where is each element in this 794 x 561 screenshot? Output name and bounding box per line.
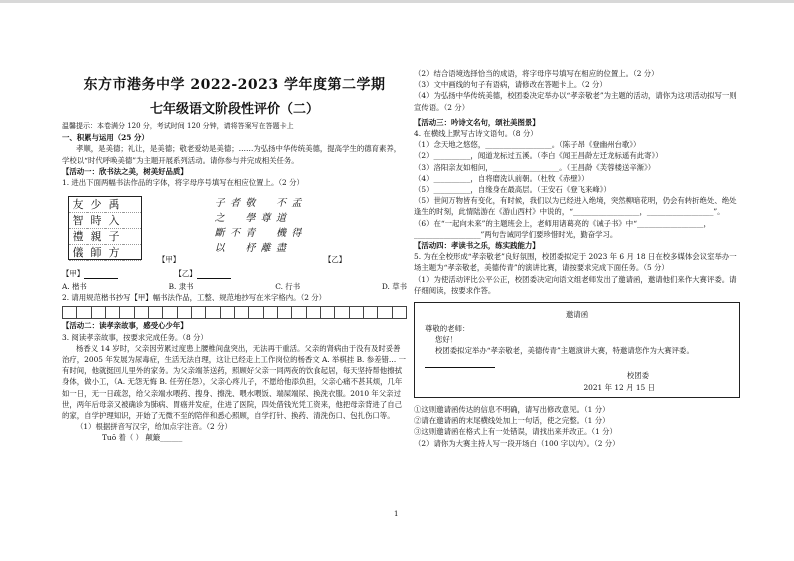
glyph: 禹 (105, 197, 123, 213)
calligraphy-yi (212, 198, 304, 258)
left-column (62, 66, 407, 444)
glyph (123, 229, 141, 245)
letter-title: 邀请函 (565, 310, 589, 320)
intro-paragraph: 孝顺，是美德；礼让，是美德；敬老爱幼是美德；……为弘扬中华传统美德，提高学生的德育素养，学校以“时代呼唤美德”为主题开展系列活动。请你参与并完成相关任务。 (62, 144, 402, 165)
glyph (123, 245, 141, 261)
option-d: D. 草书 (381, 282, 407, 292)
glyph: 不 (275, 198, 286, 210)
glyph: 師 (87, 245, 105, 261)
glyph (123, 213, 141, 229)
blank-label: 【乙】 (174, 269, 197, 279)
page-number: 1 (394, 510, 399, 518)
question-5-1: （1）为使活动评比公平公正，校团委决定向语文组老师发出了邀请函，邀请他们来作大赛评委。请仔细阅读，按要求作答。 (414, 274, 737, 295)
section-heading: 一、积累与运用（25 分） (62, 133, 149, 143)
glyph: 入 (105, 213, 123, 229)
poem-line-2: （2）__________，闻道龙标过五溪。（李白《闻王昌龄左迁龙标遥有此寄》） (414, 151, 663, 161)
question-3: 3. 阅读孝亲故事，按要求完成任务。（8 分） (62, 332, 208, 342)
question-3-3: （3）文中画线的句子有语病，请修改在答题卡上。（2 分） (414, 80, 607, 90)
glyph: 以 (214, 243, 225, 255)
glyph (258, 228, 273, 243)
writing-grid[interactable] (62, 306, 407, 318)
glyph: 青 (245, 228, 256, 240)
invitation-letter (414, 302, 740, 398)
question-3-2: （2）结合语境选择恰当的成语，将字母序号填写在相应的位置上。（2 分） (414, 69, 659, 78)
question-1: 1. 进出下面两幅书法作品的字体，将字母序号填写在相应位置上。（2 分） (62, 178, 304, 188)
glyph: 道 (275, 213, 286, 225)
calligraphy-jia (68, 196, 142, 260)
glyph: 禮 (69, 229, 87, 245)
glyph: 得 (291, 228, 302, 240)
answer-blanks (62, 268, 407, 279)
poem-line-3: （3）洛阳亲友如相问，__________________。（王昌龄《芙蓉楼送辛渐》） (414, 162, 656, 172)
answer-line[interactable] (197, 270, 231, 279)
letter-date: 2021 年 12 月 15 日 (583, 383, 655, 393)
glyph: 時 (87, 213, 105, 229)
blank-jia[interactable] (62, 268, 118, 279)
glyph (289, 243, 304, 258)
question-4: 4. 在横线上默写古诗文语句。（8 分） (414, 129, 538, 139)
glyph: 友 (69, 197, 87, 213)
task-1: ①这则邀请函传达的信息不明确，请写出修改意见。（1 分） (414, 405, 610, 415)
letter-body: 校团委拟定举办“孝亲敬老，美德传青”主题演讲大赛，特邀请您作为大赛评委。 (435, 346, 694, 356)
letter-greet: 您好！ (435, 335, 458, 345)
question-2: 2. 请用规范楷书抄写【甲】幅书法作品，工整、规范地抄写在米字格内。（2 分） (62, 293, 327, 303)
glyph: 者 (229, 198, 240, 210)
glyph: 學 (245, 213, 256, 225)
answer-line[interactable] (84, 270, 118, 279)
question-3-4: （4）为弘扬中华传统美德，校团委决定举办以“孝亲敬老”为主题的活动，请你为这项活动拟写一则宣传语。（2 分） (414, 91, 737, 112)
poem-line-4: （4）__________，自将磨洗认前朝。（杜牧《赤壁》） (414, 173, 589, 183)
glyph: 子 (105, 229, 123, 245)
letter-blank[interactable] (425, 357, 729, 368)
glyph: 親 (87, 229, 105, 245)
glyph: 盡 (275, 243, 286, 255)
activity-heading-2: 【活动二：读孝亲故事，感受心少年】 (62, 321, 188, 331)
blank-yi[interactable] (175, 268, 231, 279)
activity-heading-3: 【活动三：吟诗文名句，颂社美图景】 (414, 117, 540, 127)
hint-text: 温馨提示：本卷满分 120 分，考试时间 120 分钟，请将答案写在答题卡上 (62, 122, 294, 130)
glyph: 不 (229, 228, 240, 240)
question-5: 5. 为在全校形成“孝亲敬老”良好氛围，校团委拟定于 2023 年 6 月 18 日在校多媒体会议室举办一场主题为“孝亲敬老，美德传青”的演讲比赛，请按要求完成下面任务。（5 分） (414, 252, 737, 273)
calligraphy-samples (62, 192, 407, 266)
glyph: 孟 (291, 198, 302, 210)
letter-salute: 尊敬的老师： (425, 324, 470, 334)
poem-line-7: （6）在“一起向未来”的主题班会上，老师用诸葛亮的《诫子书》中“__________________，__________________”两句告诫同学们要珍惜时光，勤奋学习。 (414, 218, 711, 239)
glyph: 之 (214, 213, 225, 225)
activity-heading-1: 【活动一：欣书法之美，树美好品质】 (62, 166, 188, 176)
poem-line-5: （5）__________，自缘身在最高层。（王安石《登飞来峰》） (414, 185, 611, 195)
blank-label: 【甲】 (62, 269, 85, 279)
glyph (227, 213, 242, 228)
glyph (227, 243, 242, 258)
glyph: 機 (275, 228, 286, 240)
option-c: C. 行书 (275, 282, 301, 292)
glyph: 離 (260, 243, 271, 255)
glyph: 智 (69, 213, 87, 229)
scan-edge (0, 0, 794, 3)
exam-title: 东方市港务中学 2022-2023 学年度第二学期 (83, 77, 386, 93)
exam-subtitle: 七年级语文阶段性评价（二） (149, 102, 319, 117)
glyph (123, 197, 141, 213)
glyph: 少 (87, 197, 105, 213)
glyph: 斷 (214, 228, 225, 240)
option-a: A. 楷书 (62, 282, 87, 292)
option-b: B. 隶书 (168, 282, 194, 292)
story-paragraph: 杨香义 14 岁时，父亲因劳累过度患上腰椎间盘突出，无法再干重活。父亲的肾病由于没有及时妥善治疗，2005 年发展为尿毒症，生活无法自理，这让已经走上工作岗位的杨香文 A. 举棋挂 B. 参差错… 一有时间，他就挺回儿里外的家务。为父亲端茶送药，照顾好父亲一同两夜的饮食起居，每天坚持帮他擦拭身体，做小工，（A. 无怨无悔 B. 任劳任怨），父亲心疼儿子，不愿给他添负担，父亲心痛不甚其烦，几年如一日，无一日疏忽，给父亲端水喂药、搜身、擦洗、喂水喂饭、端屎端尿、换洗衣服。2010 年父亲过世，两年后母亲又被确诊为肺病、胃癌并发症，住进了医院，四处借钱光凭工资来，他把母亲背进了自己的家，自学护理知识，开始了无微不至的陪伴和悉心照顾，自学打针、换药、清洗伤口、包扎伤口等。 (62, 343, 407, 421)
poem-line-1: （1）念天地之悠悠，__________________。（陈子昂《登幽州台歌》） (414, 140, 641, 150)
glyph (289, 213, 304, 228)
glyph: 子 (214, 198, 225, 210)
glyph: 儀 (69, 245, 87, 261)
glyph: 尊 (260, 213, 271, 225)
task-2: ②请在邀请函的末尾横线处加上一句话，使之完整。（1 分） (414, 416, 610, 426)
task-3: ③这则邀请函在格式上有一处错误，请找出来并改正。（1 分） (414, 427, 617, 437)
glyph: 方 (105, 245, 123, 261)
glyph (258, 198, 273, 213)
activity-heading-4: 【活动四：孝读书之乐，练实践能力】 (414, 241, 540, 251)
task-4: （2）请你为大赛主持人写一段开场白（100 字以内）。（2 分） (414, 438, 620, 448)
poem-line-6: （5）世间万物皆有变化，有时候，我们以为已经进入绝境，突然柳暗花明，仍会有转折绝处、绝处逢生的时刻，此情陆游在《游山西村》中说的，“__________________，__________________”。 (414, 196, 737, 217)
glyph: 杼 (245, 243, 256, 255)
question-3-1: （1）根据拼音写汉字，给加点字注音。（2 分） (76, 422, 232, 432)
letter-signature: 校团委 (626, 371, 649, 381)
glyph: 敬 (245, 198, 256, 210)
option-list (62, 281, 407, 292)
tag-yi: 【乙】 (324, 255, 347, 265)
tag-jia: 【甲】 (158, 255, 181, 265)
pinyin-line: Tuō 着（ ） 颠簸______ (102, 433, 183, 443)
right-column (414, 68, 740, 449)
